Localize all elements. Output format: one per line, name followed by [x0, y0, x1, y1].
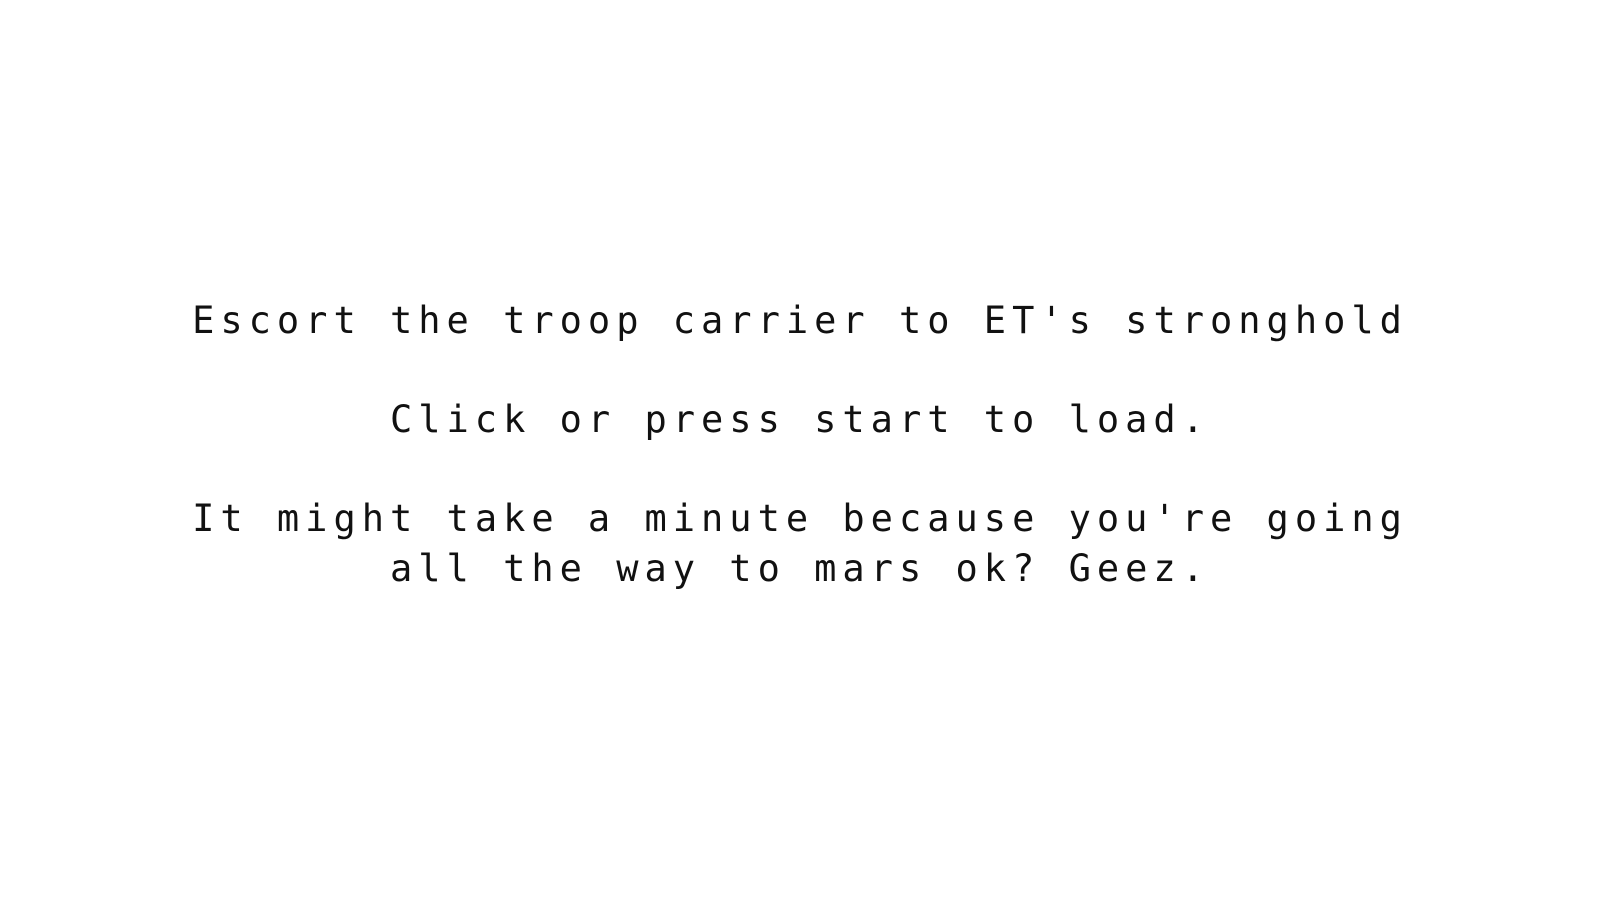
start-prompt-text[interactable]: Click or press start to load.	[389, 398, 1210, 441]
loading-note-line-1: It might take a minute because you're going	[192, 497, 1408, 540]
loading-message	[192, 296, 1408, 594]
spacer	[192, 445, 1408, 494]
loading-note-line-2: all the way to mars ok? Geez.	[389, 547, 1210, 590]
spacer	[192, 346, 1408, 395]
mission-text: Escort the troop carrier to ET's stronghold	[192, 299, 1408, 342]
